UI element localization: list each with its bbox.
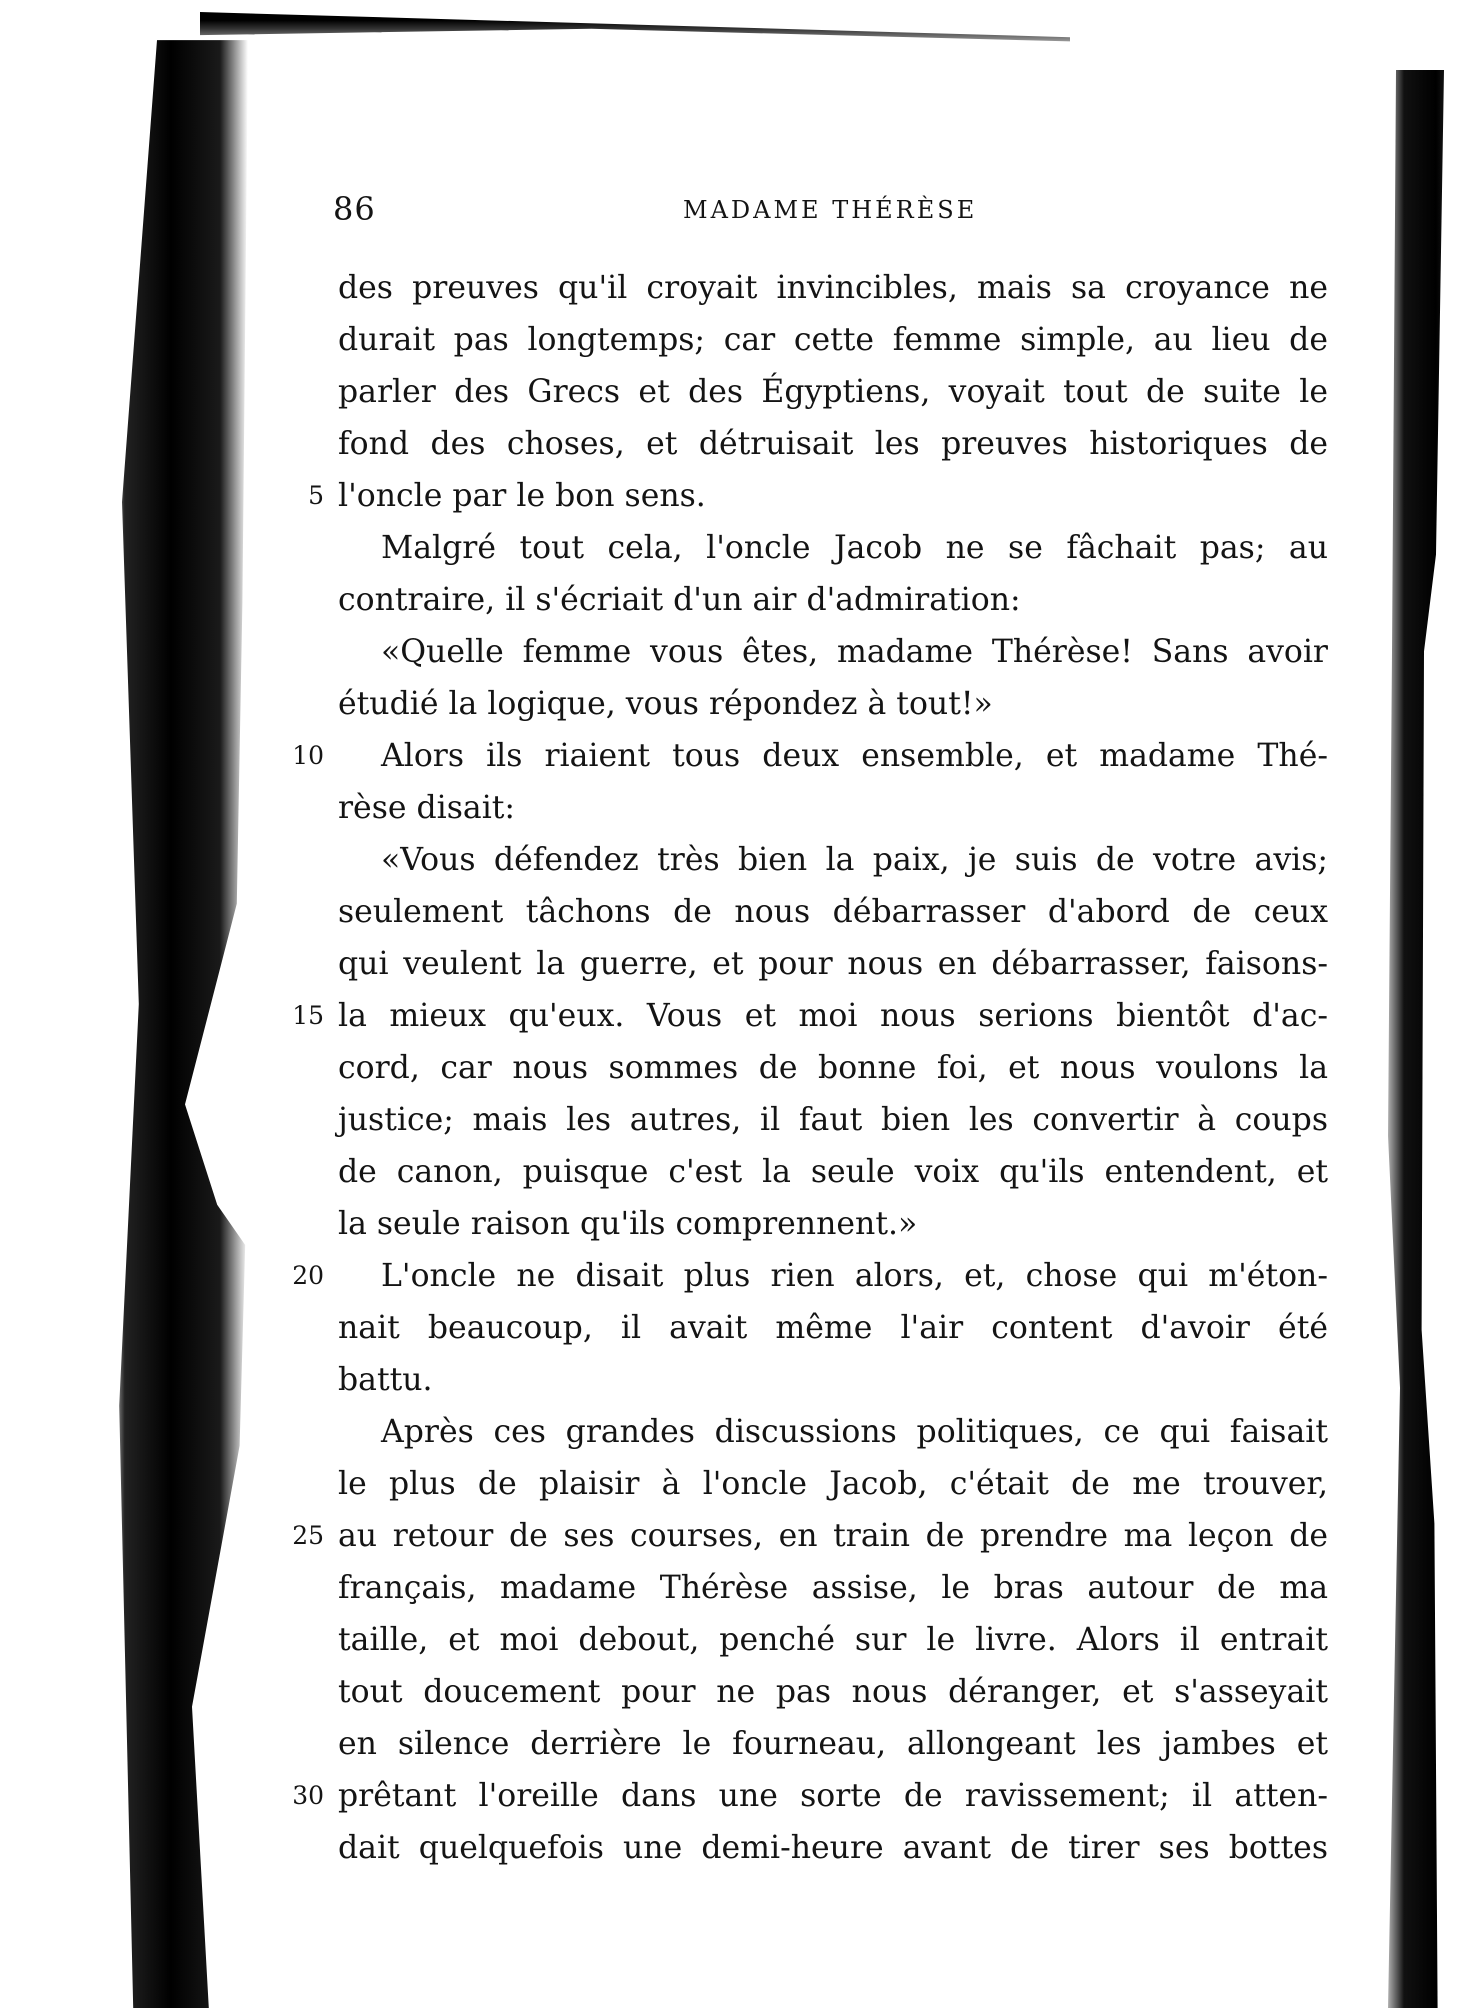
- line-text: nait beaucoup, il avait même l'air content d'avoir été: [338, 1310, 1328, 1346]
- text-line: [280, 990, 1340, 1042]
- text-line: [280, 1614, 1340, 1666]
- line-text: contraire, il s'écriait d'un air d'admiration:: [338, 582, 1021, 618]
- text-line: [280, 1198, 1340, 1250]
- text-line: [280, 1666, 1340, 1718]
- line-number: 5: [308, 481, 324, 510]
- line-number: 10: [292, 741, 324, 770]
- text-line: [280, 730, 1340, 782]
- line-text: de canon, puisque c'est la seule voix qu'ils entendent, et: [338, 1154, 1328, 1190]
- text-line: [280, 1094, 1340, 1146]
- text-line: [280, 678, 1340, 730]
- line-text: au retour de ses courses, en train de prendre ma leçon de: [338, 1518, 1328, 1554]
- scan-edge-top: [200, 12, 1070, 54]
- line-text: la seule raison qu'ils comprennent.»: [338, 1206, 918, 1242]
- line-text: Alors ils riaient tous deux ensemble, et madame Thé-: [381, 738, 1328, 774]
- line-text: l'oncle par le bon sens.: [338, 478, 706, 514]
- line-number: 20: [292, 1261, 324, 1290]
- line-text: prêtant l'oreille dans une sorte de ravissement; il atten-: [338, 1778, 1328, 1814]
- text-line: [280, 782, 1340, 834]
- body-text: [280, 262, 1340, 1874]
- line-text: tout doucement pour ne pas nous déranger, et s'asseyait: [338, 1674, 1328, 1710]
- text-line: [280, 1042, 1340, 1094]
- line-text: rèse disait:: [338, 790, 516, 826]
- line-text: taille, et moi debout, penché sur le livre. Alors il entrait: [338, 1622, 1328, 1658]
- text-line: [280, 522, 1340, 574]
- line-text: le plus de plaisir à l'oncle Jacob, c'était de me trouver,: [338, 1466, 1328, 1502]
- line-text: justice; mais les autres, il faut bien les convertir à coups: [338, 1102, 1328, 1138]
- line-text: en silence derrière le fourneau, allongeant les jambes et: [338, 1726, 1328, 1762]
- text-line: [280, 366, 1340, 418]
- text-line: [280, 626, 1340, 678]
- line-text: Malgré tout cela, l'oncle Jacob ne se fâchait pas; au: [381, 530, 1328, 566]
- text-line: [280, 1458, 1340, 1510]
- line-text: durait pas longtemps; car cette femme simple, au lieu de: [338, 322, 1328, 358]
- line-text: battu.: [338, 1362, 433, 1398]
- line-text: «Quelle femme vous êtes, madame Thérèse! Sans avoir: [381, 634, 1328, 670]
- text-line: [280, 1770, 1340, 1822]
- text-line: [280, 1822, 1340, 1874]
- text-line: [280, 262, 1340, 314]
- line-number: 30: [292, 1781, 324, 1810]
- line-text: qui veulent la guerre, et pour nous en débarrasser, faisons-: [338, 946, 1328, 982]
- text-line: [280, 1146, 1340, 1198]
- text-line: [280, 574, 1340, 626]
- text-line: [280, 1718, 1340, 1770]
- line-text: cord, car nous sommes de bonne foi, et nous voulons la: [338, 1050, 1328, 1086]
- line-text: Après ces grandes discussions politiques, ce qui faisait: [381, 1414, 1328, 1450]
- line-number: 25: [292, 1521, 324, 1550]
- line-text: seulement tâchons de nous débarrasser d'abord de ceux: [338, 894, 1328, 930]
- page-number: 86: [333, 190, 376, 228]
- scan-edge-right: [1380, 70, 1460, 2008]
- line-text: parler des Grecs et des Égyptiens, voyait tout de suite le: [338, 374, 1328, 410]
- text-line: [280, 886, 1340, 938]
- running-title: MADAME THÉRÈSE: [683, 196, 978, 224]
- scan-edge-left: [108, 0, 248, 2008]
- text-line: [280, 470, 1340, 522]
- text-line: [280, 1354, 1340, 1406]
- line-text: dait quelquefois une demi-heure avant de tirer ses bottes: [338, 1830, 1328, 1866]
- line-number: 15: [292, 1001, 324, 1030]
- text-line: [280, 938, 1340, 990]
- line-text: fond des choses, et détruisait les preuves historiques de: [338, 426, 1328, 462]
- text-line: [280, 834, 1340, 886]
- text-line: [280, 314, 1340, 366]
- line-text: la mieux qu'eux. Vous et moi nous serions bientôt d'ac-: [338, 998, 1328, 1034]
- text-line: [280, 1302, 1340, 1354]
- text-line: [280, 1562, 1340, 1614]
- line-text: «Vous défendez très bien la paix, je suis de votre avis;: [381, 842, 1328, 878]
- line-text: étudié la logique, vous répondez à tout!»: [338, 686, 993, 722]
- text-line: [280, 1510, 1340, 1562]
- line-text: L'oncle ne disait plus rien alors, et, chose qui m'éton-: [381, 1258, 1328, 1294]
- line-text: des preuves qu'il croyait invincibles, mais sa croyance ne: [338, 270, 1328, 306]
- text-line: [280, 1250, 1340, 1302]
- text-line: [280, 418, 1340, 470]
- text-line: [280, 1406, 1340, 1458]
- page-header: [333, 190, 1333, 250]
- line-text: français, madame Thérèse assise, le bras autour de ma: [338, 1570, 1328, 1606]
